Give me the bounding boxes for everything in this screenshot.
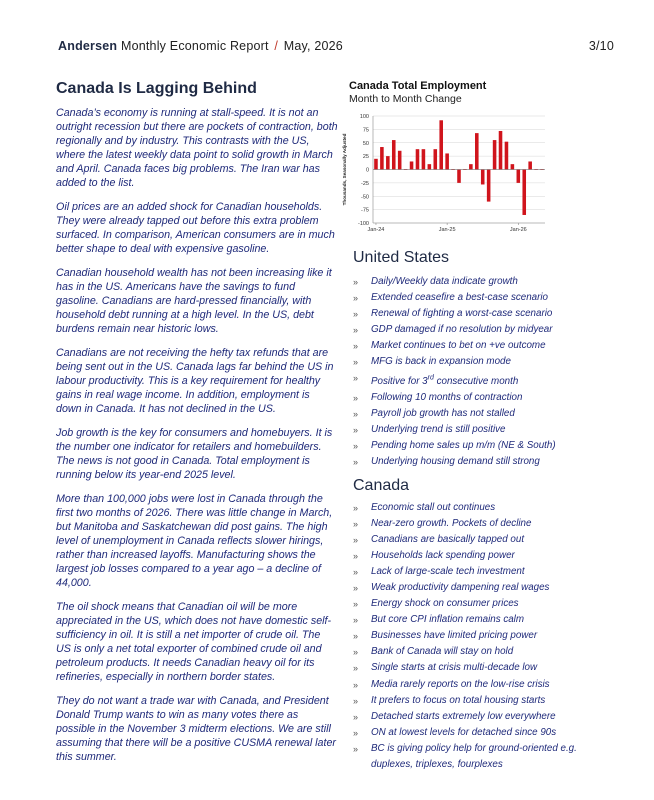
bullet-text: It prefers to focus on total housing starts <box>371 694 546 706</box>
bar <box>445 153 449 169</box>
canada-bullet <box>353 677 613 693</box>
canada-bullet <box>353 596 613 612</box>
bullet-marker-icon: » <box>353 408 359 419</box>
bar <box>475 133 479 169</box>
article-paragraph: Job growth is the key for consumers and homebuyers. It is the number one indicator for retailers and homebuilders. The news is not good in Canada. Total employment is running below its year-end 2025 level. <box>56 427 333 481</box>
bullet-marker-icon: » <box>353 440 359 451</box>
bullet-marker-icon: » <box>353 535 359 546</box>
bar <box>528 161 532 169</box>
bullet-marker-icon: » <box>353 615 359 626</box>
canada-bullet <box>353 741 613 773</box>
canada-bullet <box>353 660 613 676</box>
bar <box>457 170 461 183</box>
us-bullet <box>353 290 613 306</box>
bullet-marker-icon: » <box>353 695 359 706</box>
bar <box>433 149 437 169</box>
report-name: Monthly Economic Report <box>120 39 269 53</box>
bullet-marker-icon: » <box>353 743 359 754</box>
bullet-marker-icon: » <box>353 631 359 642</box>
us-bullet <box>353 438 613 454</box>
us-bullet <box>353 322 613 338</box>
bar <box>469 164 473 169</box>
bullet-text: Underlying housing demand still strong <box>371 455 540 467</box>
y-tick-label: 0 <box>365 167 369 174</box>
bullet-text: Following 10 months of contraction <box>371 391 523 403</box>
bullet-marker-icon: » <box>353 727 359 738</box>
employment-chart <box>338 108 550 236</box>
bullet-text: GDP damaged if no resolution by midyear <box>371 324 553 336</box>
bullet-marker-icon: » <box>353 357 359 368</box>
bullet-text: MFG is back in expansion mode <box>371 356 511 368</box>
us-section-title: United States <box>353 249 450 266</box>
bullet-text: Single starts at crisis multi-decade low <box>371 662 538 674</box>
canada-bullet <box>353 564 613 580</box>
bullet-marker-icon: » <box>353 325 359 336</box>
y-tick-label: 100 <box>359 114 369 120</box>
bullet-marker-icon: » <box>353 519 359 530</box>
page-number: 3/10 <box>588 39 614 53</box>
x-tick-label: Jan-25 <box>438 227 456 233</box>
bullet-text: Energy shock on consumer prices <box>371 598 519 610</box>
y-tick-label: 75 <box>362 127 369 134</box>
article-body <box>56 106 338 774</box>
report-date: May, 2026 <box>283 39 343 53</box>
bullet-text: ON at lowest levels for detached since 90s <box>371 726 557 738</box>
bullet-text: Bank of Canada will stay on hold <box>371 646 514 658</box>
article-title: Canada Is Lagging Behind <box>56 80 257 97</box>
canada-bullet <box>353 644 613 660</box>
canada-bullet <box>353 548 613 564</box>
bar <box>511 164 515 169</box>
bar <box>439 120 443 169</box>
canada-bullet <box>353 709 613 725</box>
canada-bullet-list <box>353 500 613 773</box>
bar <box>499 131 503 170</box>
bullet-text: Renewal of fighting a worst-case scenario <box>371 308 553 320</box>
bar <box>481 170 485 185</box>
bullet-marker-icon: » <box>353 392 359 403</box>
header-separator: / <box>270 39 282 53</box>
us-bullet <box>353 370 613 389</box>
bar <box>428 164 432 169</box>
x-tick-label: Jan-26 <box>509 227 527 233</box>
bullet-text: Lack of large-scale tech investment <box>371 566 525 578</box>
y-axis-label: Thousands, Seasonally Adjusted <box>342 133 347 206</box>
y-tick-label: -75 <box>361 207 369 214</box>
bar <box>380 147 384 169</box>
y-tick-label: 50 <box>362 140 369 147</box>
bullet-text: Underlying trend is still positive <box>371 423 506 435</box>
bar <box>422 149 426 169</box>
bar <box>493 140 497 169</box>
bullet-text: Near-zero growth. Pockets of decline <box>371 518 532 530</box>
canada-bullet <box>353 628 613 644</box>
us-bullet <box>353 274 613 290</box>
bullet-marker-icon: » <box>353 373 359 384</box>
bar <box>487 170 491 202</box>
bar <box>416 149 420 169</box>
canada-bullet <box>353 612 613 628</box>
us-bullet <box>353 354 613 370</box>
bullet-text: Canadians are basically tapped out <box>371 534 525 546</box>
canada-section-title: Canada <box>353 477 410 494</box>
bar <box>522 170 526 215</box>
bullet-text: BC is giving policy help for ground-oriented e.g. duplexes, triplexes, fourplexes <box>371 742 577 770</box>
bullet-marker-icon: » <box>353 551 359 562</box>
us-bullet <box>353 306 613 322</box>
bar <box>398 151 402 170</box>
bullet-marker-icon: » <box>353 503 359 513</box>
bar <box>392 140 396 169</box>
us-bullet-list <box>353 274 613 470</box>
canada-bullet <box>353 693 613 709</box>
y-tick-label: -50 <box>361 194 369 201</box>
us-bullet <box>353 406 613 422</box>
canada-bullet <box>353 580 613 596</box>
article-paragraph: Oil prices are an added shock for Canadian households. They were already tapped out before this extra problem surfaced. In comparison, American consumers are in much better shape to deal with expensive gasoline. <box>56 201 335 255</box>
bullet-text: Businesses have limited pricing power <box>371 630 538 642</box>
bullet-text: Media rarely reports on the low-rise crisis <box>371 678 550 690</box>
bullet-text: Economic stall out continues <box>371 502 496 513</box>
us-bullet <box>353 390 613 406</box>
article-paragraph: The oil shock means that Canadian oil will be more appreciated in the US, which does not have domestic self-sufficiency in oil. It is still a net importer of crude oil. The US is only a net total exporter of combined crude oil and petroleum products. It needs Canadian heavy oil for its refineries, especially in northern border states. <box>56 601 332 683</box>
article-paragraph: Canada’s economy is running at stall-speed. It is not an outright recession but there are pockets of contraction, both regionally and by industry. This contrasts with the US, where the latest weekly data point to solid growth in March and April. Canada faces big problems. The Iran war has added to the list. <box>56 107 338 189</box>
bullet-text: Households lack spending power <box>371 550 515 562</box>
page-header <box>58 39 614 55</box>
bullet-text: Market continues to bet on +ve outcome <box>371 340 546 352</box>
article-paragraph: More than 100,000 jobs were lost in Canada through the first two months of 2026. There was little change in March, but Manitoba and Saskatchewan did post gains. The high level of unemployment in Canada reflects slower hirings, rather than increased layoffs. Manufacturing shows the largest job losses compared to a year ago – a decline of 44,000. <box>56 493 333 589</box>
bullet-text: Weak productivity dampening real wages <box>371 582 550 594</box>
us-bullet <box>353 454 613 470</box>
bullet-text: Daily/Weekly data indicate growth <box>371 276 518 287</box>
article-paragraph: Canadians are not receiving the hefty tax refunds that are being sent out in the US. Canada lags far behind the US in labour productivity. This is a key requirement for healthy gains in real wage income. In addition, employment is down in Canada. It has not declined in the US. <box>56 347 334 415</box>
bullet-text: Pending home sales up m/m (NE & South) <box>371 439 556 451</box>
article-paragraph: They do not want a trade war with Canada, and President Donald Trump wants to win as many votes there as possible in the November 3 midterm elections. We are still assuming that there will be a positive CUSMA renewal later this summer. <box>56 695 336 763</box>
x-tick-label: Jan-24 <box>367 227 385 233</box>
y-tick-label: -100 <box>357 221 369 227</box>
bullet-marker-icon: » <box>353 647 359 658</box>
us-bullet <box>353 422 613 438</box>
bullet-marker-icon: » <box>353 663 359 674</box>
canada-bullet <box>353 516 613 532</box>
bullet-marker-icon: » <box>353 583 359 594</box>
bullet-marker-icon: » <box>353 309 359 320</box>
y-tick-label: -25 <box>361 180 369 187</box>
bullet-marker-icon: » <box>353 711 359 722</box>
bullet-marker-icon: » <box>353 567 359 578</box>
canada-bullet <box>353 532 613 548</box>
bullet-marker-icon: » <box>353 277 359 287</box>
y-tick-label: 25 <box>362 154 369 161</box>
bullet-marker-icon: » <box>353 599 359 610</box>
canada-bullet <box>353 725 613 741</box>
bullet-text: Detached starts extremely low everywhere <box>371 710 556 722</box>
bullet-marker-icon: » <box>353 293 359 304</box>
bullet-text: Payroll job growth has not stalled <box>371 407 515 419</box>
bullet-text: Positive for 3rd consecutive month <box>371 374 519 387</box>
bullet-marker-icon: » <box>353 456 359 467</box>
bar <box>517 170 521 183</box>
bullet-text: But core CPI inflation remains calm <box>371 614 524 626</box>
chart-subtitle: Month to Month Change <box>349 93 462 105</box>
bullet-marker-icon: » <box>353 341 359 352</box>
brand-name: Andersen <box>58 39 118 53</box>
chart-title: Canada Total Employment <box>349 80 487 92</box>
bullet-text: Extended ceasefire a best-case scenario <box>371 292 548 304</box>
bar <box>505 142 509 170</box>
bar <box>374 159 378 170</box>
bullet-marker-icon: » <box>353 679 359 690</box>
article-paragraph: Canadian household wealth has not been increasing like it has in the US. Americans have the savings to fund gasoline. Canadians are hard-pressed financially, with household debt running at a high level. In the US, debt burdens remain near historic lows. <box>56 267 332 335</box>
us-bullet <box>353 338 613 354</box>
bullet-marker-icon: » <box>353 424 359 435</box>
bar <box>386 156 390 169</box>
canada-bullet <box>353 500 613 516</box>
bar <box>410 161 414 169</box>
